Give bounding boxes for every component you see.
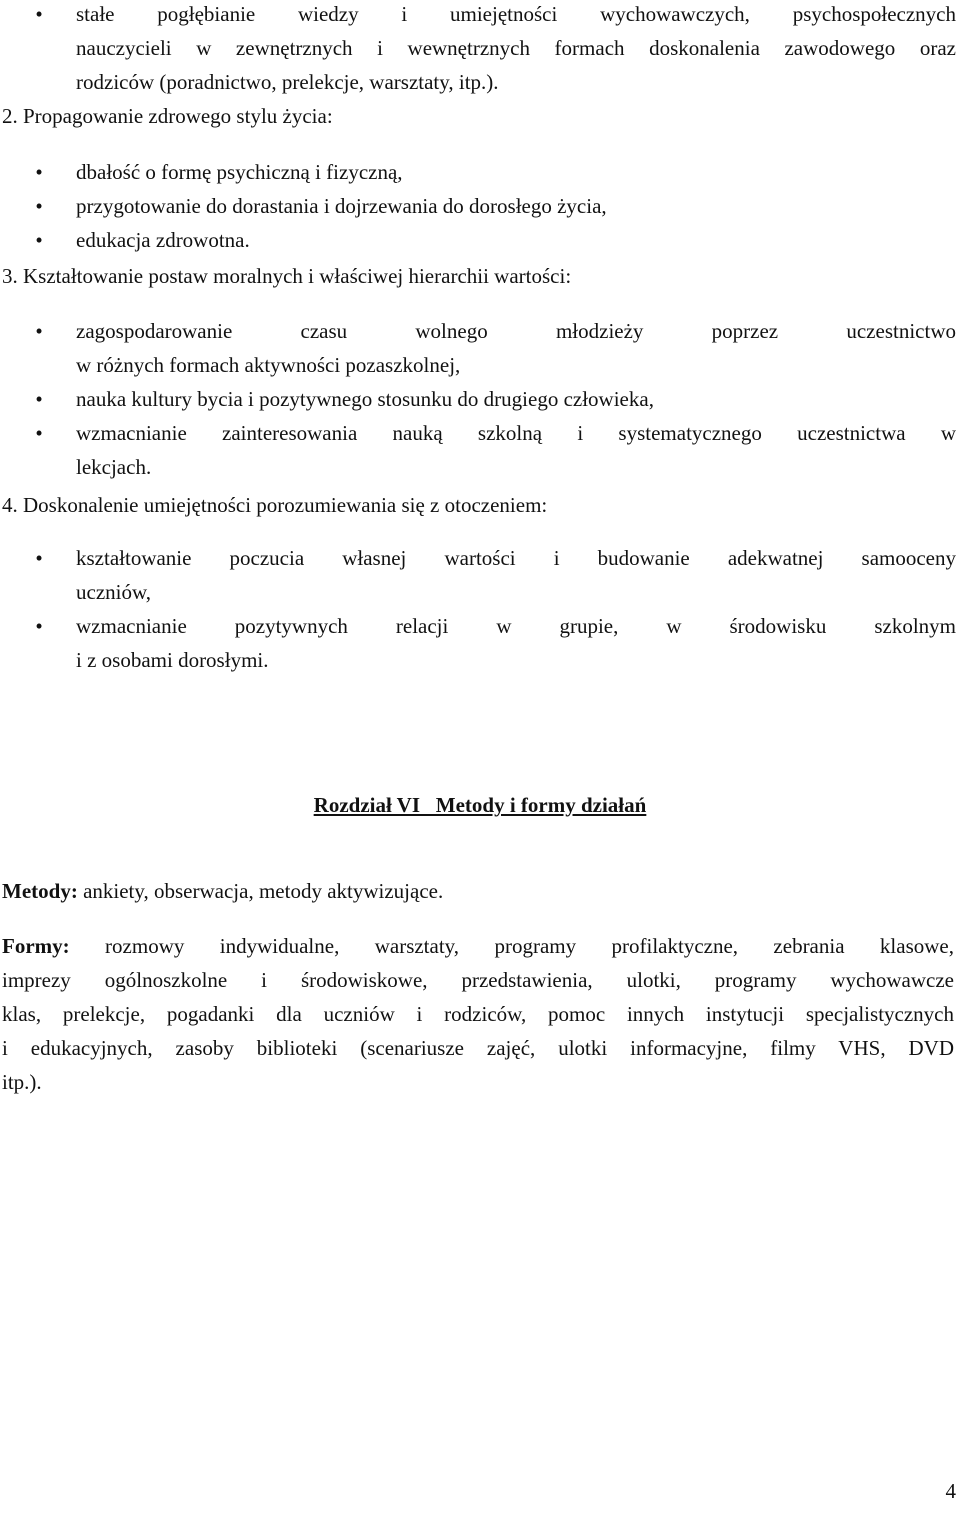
- section-2-list: [0, 155, 960, 257]
- list-item-line: w różnych formach aktywności pozaszkolnej,: [76, 353, 461, 377]
- list-item: [35, 189, 956, 223]
- bullet-icon: •: [35, 387, 43, 411]
- list-item-line: stałe pogłębianie wiedzy i umiejętności wychowawczych, psychospołecznych: [76, 2, 956, 26]
- list-item: [35, 155, 956, 189]
- forms-line: klas, prelekcje, pogadanki dla uczniów i rodziców, pomoc innych instytucji specjalistycznych: [2, 1002, 954, 1026]
- list-item-line: rodziców (poradnictwo, prelekcje, warsztaty, itp.).: [76, 70, 499, 94]
- forms-label: Formy:: [2, 934, 70, 958]
- bullet-icon: •: [35, 228, 43, 252]
- list-item: [35, 0, 956, 99]
- bullet-icon: •: [35, 2, 43, 26]
- methods-label: Metody:: [2, 879, 78, 903]
- list-item-line: uczniów,: [76, 580, 152, 604]
- list-item: [35, 609, 956, 677]
- bullet-icon: •: [35, 160, 43, 184]
- forms-line: i edukacyjnych, zasoby biblioteki (scenariusze zajęć, ulotki informacyjne, filmy VHS, DVD: [2, 1036, 954, 1060]
- list-item-line: kształtowanie poczucia własnej wartości i budowanie adekwatnej samooceny: [76, 546, 956, 570]
- top-bullet-list: [0, 0, 960, 99]
- list-item: [35, 541, 956, 609]
- bullet-icon: •: [35, 614, 43, 638]
- list-item: [35, 382, 956, 416]
- forms-line: Formy: rozmowy indywidualne, warsztaty, programy profilaktyczne, zebrania klasowe,: [2, 934, 954, 958]
- list-item-line: wzmacnianie zainteresowania nauką szkolną i systematycznego uczestnictwa w: [76, 421, 956, 445]
- list-item-line: i z osobami dorosłymi.: [76, 648, 269, 672]
- list-item-line: edukacja zdrowotna.: [76, 228, 250, 252]
- bullet-icon: •: [35, 421, 43, 445]
- forms-line: imprezy ogólnoszkolne i środowiskowe, przedstawienia, ulotki, programy wychowawcze: [2, 968, 954, 992]
- methods-text: ankiety, obserwacja, metody aktywizujące.: [77, 879, 444, 903]
- bullet-icon: •: [35, 546, 43, 570]
- section-3-list: [0, 314, 960, 484]
- bullet-icon: •: [35, 319, 43, 343]
- list-item-line: wzmacnianie pozytywnych relacji w grupie, w środowisku szkolnym: [76, 614, 956, 638]
- section-4-list: [0, 541, 960, 677]
- forms-paragraph: [2, 929, 954, 1099]
- list-item: [35, 314, 956, 382]
- bullet-icon: •: [35, 194, 43, 218]
- list-item-line: lekcjach.: [76, 455, 152, 479]
- list-item: [35, 416, 956, 484]
- list-item-line: przygotowanie do dorastania i dojrzewania do dorosłego życia,: [76, 194, 607, 218]
- section-heading: 3. Kształtowanie postaw moralnych i właściwej hierarchii wartości:: [2, 264, 572, 288]
- list-item-line: nauczycieli w zewnętrznych i wewnętrznych formach doskonalenia zawodowego oraz: [76, 36, 956, 60]
- list-item: [35, 223, 956, 257]
- chapter-title: Rozdział VI Metody i formy działań: [313, 793, 647, 817]
- page-number: 4: [945, 1479, 956, 1503]
- list-item-line: dbałość o formę psychiczną i fizyczną,: [76, 160, 403, 184]
- methods-paragraph: [2, 874, 954, 908]
- list-item-line: nauka kultury bycia i pozytywnego stosunku do drugiego człowieka,: [76, 387, 654, 411]
- list-item-line: zagospodarowanie czasu wolnego młodzieży poprzez uczestnictwo: [76, 319, 956, 343]
- section-heading: 4. Doskonalenie umiejętności porozumiewania się z otoczeniem:: [2, 493, 548, 517]
- section-heading: 2. Propagowanie zdrowego stylu życia:: [2, 104, 333, 128]
- forms-line: itp.).: [2, 1070, 42, 1094]
